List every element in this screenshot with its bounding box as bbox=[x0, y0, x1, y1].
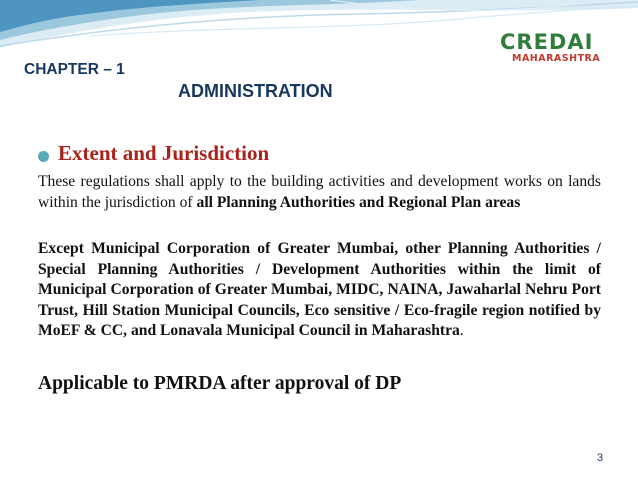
bullet-heading: Extent and Jurisdiction bbox=[58, 141, 270, 165]
paragraph-scope-text: These regulations shall apply to the building activities and development works on lands within the jurisdiction of bbox=[38, 173, 601, 211]
page-number: 3 bbox=[597, 452, 604, 464]
paragraph-exceptions bbox=[38, 239, 601, 342]
applicable-note: Applicable to PMRDA after approval of DP bbox=[38, 373, 402, 394]
logo-name: CREDAI bbox=[500, 30, 594, 54]
bullet-icon bbox=[38, 151, 49, 162]
paragraph-scope bbox=[38, 172, 601, 213]
logo-subtitle: MAHARASHTRA bbox=[512, 53, 601, 64]
chapter-label: CHAPTER – 1 bbox=[24, 61, 125, 78]
section-title: ADMINISTRATION bbox=[178, 81, 333, 101]
paragraph-scope-bold: all Planning Authorities and Regional Plan areas bbox=[196, 193, 521, 211]
paragraph-exceptions-text: Except Municipal Corporation of Greater Mumbai, other Planning Authorities / Special Planning Authorities / Development Authorities within the limit of Municipal Corporation of Greater Mumbai, MIDC, NAINA, Jawaharlal Nehru Port Trust, Hill Station Municipal Councils, Eco sensitive / Eco-fragile region notified by MoEF & CC, and Lonavala Municipal Council in Maharashtra bbox=[38, 240, 601, 339]
paragraph-exceptions-period: . bbox=[459, 322, 464, 339]
credai-logo bbox=[500, 30, 630, 70]
